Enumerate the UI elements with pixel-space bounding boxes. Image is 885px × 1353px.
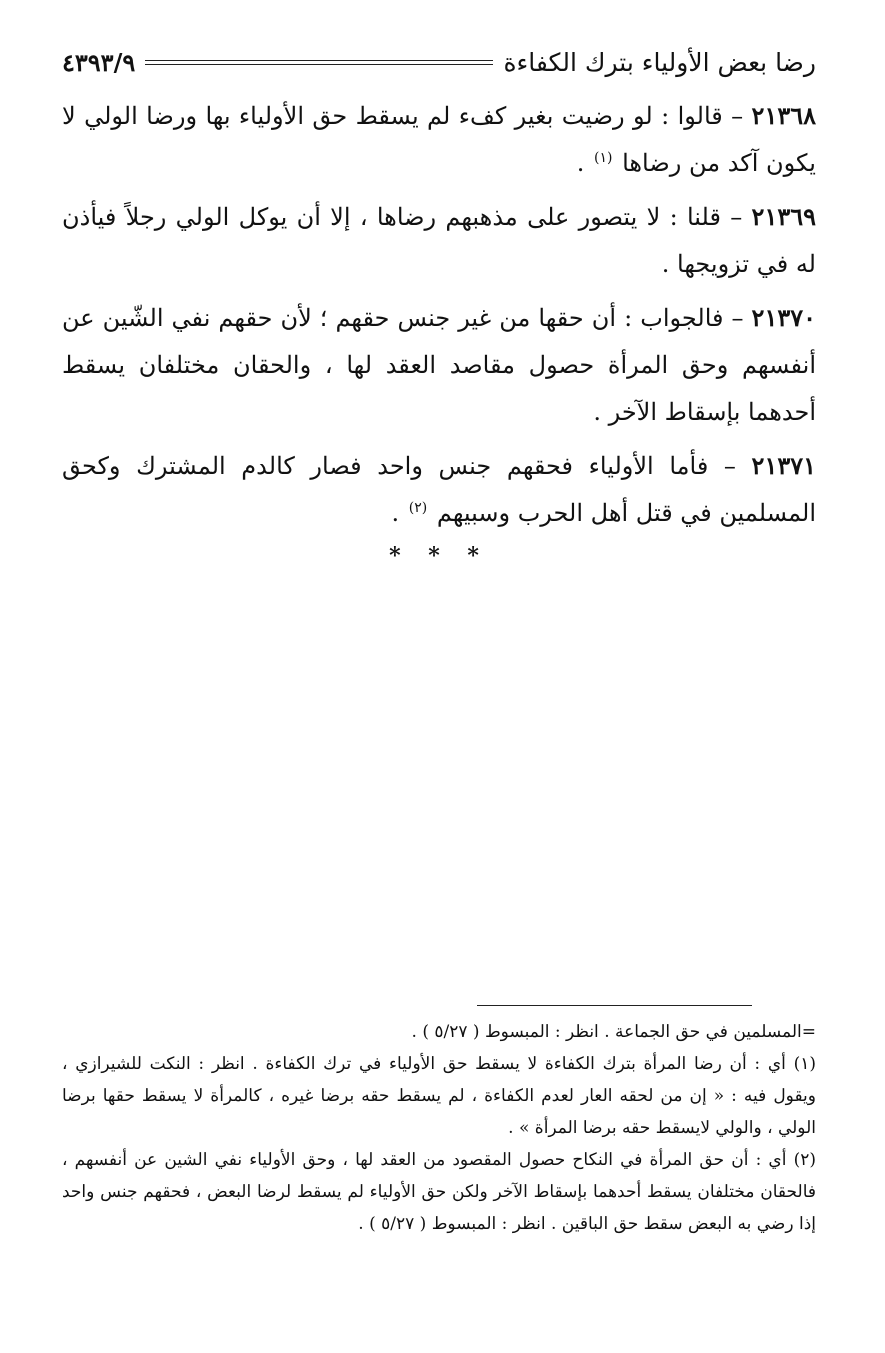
paragraph-number: ٢١٣٧٠ bbox=[751, 303, 816, 332]
paragraph-text: – فالجواب : أن حقها من غير جنس حقهم ؛ لأن حقهم نفي الشّين عن أنفسهم وحق المرأة حصول مقاصد العقد لها ، والحقان مختلفان يسقط أحدهما بإسقاط الآخر . bbox=[62, 304, 816, 426]
footnote-reference: (١) bbox=[593, 150, 613, 166]
body-text bbox=[62, 92, 816, 569]
page bbox=[62, 40, 816, 569]
footnote-rule bbox=[477, 1005, 752, 1006]
running-title: رضا بعض الأولياء بترك الكفاءة bbox=[503, 47, 816, 77]
page-header bbox=[62, 40, 816, 84]
paragraph-end: . bbox=[391, 499, 400, 527]
page-number: ٤٣٩٣/٩ bbox=[62, 47, 136, 77]
paragraph-text: – قالوا : لو رضيت بغير كفء لم يسقط حق الأولياء بها ورضا الولي لا يكون آكد من رضاها bbox=[62, 102, 816, 177]
paragraph bbox=[62, 193, 816, 288]
paragraph-number: ٢١٣٦٨ bbox=[751, 101, 816, 130]
section-separator: * * * bbox=[389, 543, 489, 569]
footnote: (١) أي : أن رضا المرأة بترك الكفاءة لا يسقط حق الأولياء في ترك الكفاءة . انظر : النكت للشيرازي ، ويقول فيه : « إن من لحقه العار لعدم الكفاءة ، لم يسقط حقه برضا غيره ، كالمرأة لا يسقط حقها برضا الولي ، والولي لايسقط حقه برضا المرأة » . bbox=[62, 1054, 816, 1138]
footnote: =المسلمين في حق الجماعة . انظر : المبسوط ( ٥/٢٧ ) . bbox=[411, 1022, 816, 1042]
paragraph bbox=[62, 294, 816, 436]
paragraph-text: – فأما الأولياء فحقهم جنس واحد فصار كالدم المشترك وكحق المسلمين في قتل أهل الحرب وسبيهم bbox=[62, 452, 816, 527]
footnotes bbox=[62, 1016, 816, 1240]
paragraph-text: – قلنا : لا يتصور على مذهبهم رضاها ، إلا أن يوكل الولي رجلاً فيأذن له في تزويجها . bbox=[62, 203, 816, 278]
paragraph-number: ٢١٣٧١ bbox=[751, 451, 816, 480]
paragraph-number: ٢١٣٦٩ bbox=[751, 202, 816, 231]
paragraph-end: . bbox=[576, 149, 585, 177]
footnote: (٢) أي : أن حق المرأة في النكاح حصول المقصود من العقد لها ، وحق الأولياء نفي الشين عن أنفسهم ، فالحقان مختلفان يسقط أحدهما بإسقاط الآخر ولكن حق الأولياء لم يسقط لرضا البعض ، فحقهم جنس واحد إذا رضي به البعض سقط حق الباقين . انظر : المبسوط ( ٥/٢٧ ) . bbox=[62, 1150, 816, 1234]
paragraph bbox=[62, 92, 816, 187]
paragraph bbox=[62, 442, 816, 537]
header-rule bbox=[145, 60, 493, 65]
footnote-reference: (٢) bbox=[408, 500, 428, 516]
